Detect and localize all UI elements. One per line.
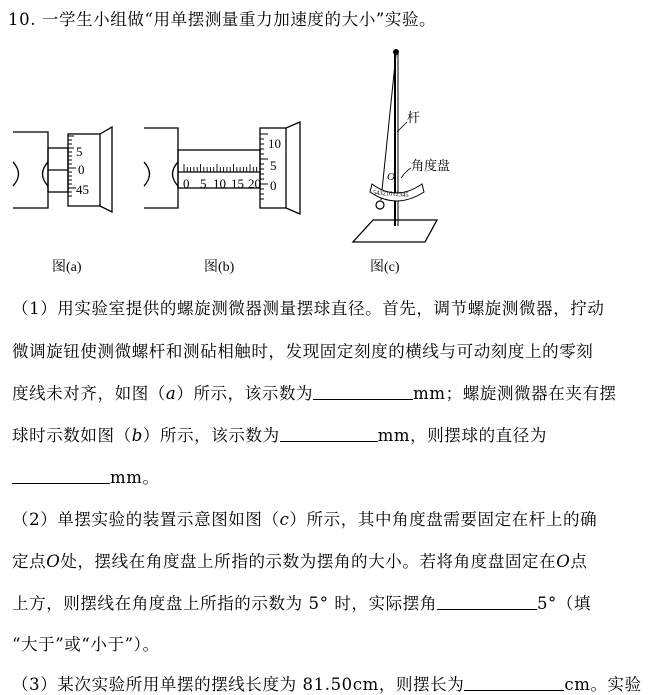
text-l4d: mm，则摆球的直径为 (377, 426, 547, 445)
text-line-3 (12, 380, 617, 404)
text-l8b: 5°（填 (536, 594, 592, 613)
text-l4a: 球时示数如图（ (12, 426, 132, 445)
question-title: 10. 一学生小组做“用单摆测量重力加速度的大小”实验。 (8, 10, 437, 29)
caption-a: 图(a) (52, 260, 82, 275)
figure-b-micrometer (140, 120, 310, 220)
fig-b-tick-10: 10 (268, 136, 281, 151)
text-l3a: 度线未对齐，如图（ (12, 384, 166, 403)
text-l7c: 处，摆线在角度盘上所指的示数为摆角的大小。若将角度盘固定在 (60, 552, 557, 571)
text-line-1: （1）用实验室提供的螺旋测微器测量摆球直径。首先，调节螺旋测微器，拧动 (12, 299, 605, 318)
answer-blank-4[interactable] (437, 595, 537, 610)
text-line-9: “大于”或“小于”）。 (12, 635, 160, 654)
text-line-8 (12, 590, 591, 614)
figure-a-micrometer (10, 122, 130, 222)
answer-blank-5[interactable] (464, 676, 564, 691)
text-line-6 (12, 506, 597, 530)
fig-b-tick-0: 0 (270, 178, 277, 193)
text-line-7 (12, 548, 588, 572)
answer-blank-2[interactable] (280, 427, 378, 442)
text-l3b: a (165, 384, 177, 403)
text-l8a: 上方，则摆线在角度盘上所指的示数为 5° 时，实际摆角 (12, 594, 437, 613)
text-line-10 (12, 671, 642, 695)
fig-b-main-10: 10 (213, 176, 226, 191)
text-l7e: 点 (570, 552, 588, 571)
text-l10b: cm。实验 (564, 675, 642, 694)
fig-a-tick-5: 5 (76, 144, 83, 159)
caption-c: 图(c) (370, 260, 400, 275)
text-line-2: 微调旋钮使测微螺杆和测砧相触时，发现固定刻度的横线与可动刻度上的零刻 (12, 342, 594, 361)
text-line-5 (12, 464, 160, 488)
text-l5: mm。 (110, 468, 160, 487)
fig-a-tick-45: 45 (76, 182, 89, 197)
text-l10a: （3）某次实验所用单摆的摆线长度为 81.50cm，则摆长为 (12, 675, 465, 694)
fig-a-tick-0: 0 (78, 162, 85, 177)
fig-b-main-0: 0 (183, 176, 190, 191)
caption-b: 图(b) (204, 260, 235, 275)
text-l3c: ）所示，该示数为 (176, 384, 314, 403)
figure-c-pendulum (345, 42, 465, 252)
fig-b-main-5: 5 (200, 176, 207, 191)
text-l3d: mm；螺旋测微器在夹有摆 (413, 384, 617, 403)
fig-c-dial-label: 角度盘 (411, 158, 451, 173)
fig-b-main-15: 15 (231, 176, 244, 191)
text-l6c: ）所示，其中角度盘需要固定在杆上的确 (289, 510, 598, 529)
fig-b-main-20: 20 (248, 176, 261, 191)
text-l4b: b (131, 426, 143, 445)
fig-c-dial-numbers: 54321012345 (372, 189, 409, 199)
text-l4c: ）所示，该示数为 (142, 426, 280, 445)
text-line-4 (12, 422, 547, 446)
fig-c-point-label: O (387, 171, 395, 183)
text-l7a: 定点 (12, 552, 47, 571)
text-l6b: c (279, 510, 290, 529)
text-l7b: O (46, 552, 61, 571)
text-l7d: O (556, 552, 571, 571)
fig-b-tick-5: 5 (270, 158, 277, 173)
answer-blank-1[interactable] (313, 385, 413, 400)
fig-c-rod-label: 杆 (407, 110, 421, 125)
text-l6a: （2）单摆实验的装置示意图如图（ (12, 510, 280, 529)
answer-blank-3[interactable] (12, 469, 110, 484)
